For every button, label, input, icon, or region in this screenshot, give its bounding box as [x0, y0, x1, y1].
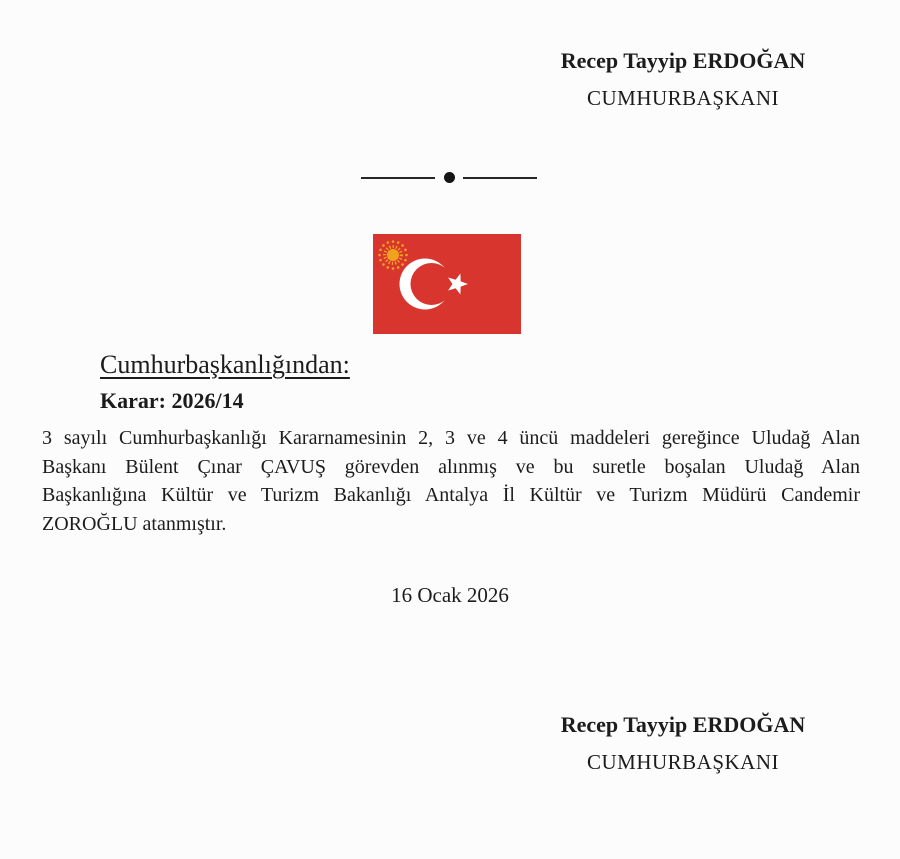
decision-number: Karar: 2026/14: [100, 388, 244, 413]
body-line-1: 3 sayılı Cumhurbaşkanlığı Kararnamesinin 2, 3 ve 4 üncü maddeleri gereğince Uludağ Alan: [42, 427, 860, 449]
letterhead-top: [548, 48, 818, 110]
issuer-heading: Cumhurbaşkanlığından:: [100, 350, 350, 379]
flag-graphic: [373, 234, 521, 334]
crescent-inner: [411, 263, 453, 305]
turkish-presidential-flag: [373, 234, 521, 334]
divider-left-rule: [361, 177, 435, 179]
decree-date: 16 Ocak 2026: [391, 583, 509, 607]
president-name-bottom: Recep Tayyip ERDOĞAN: [560, 712, 806, 737]
president-name-top: Recep Tayyip ERDOĞAN: [560, 48, 806, 73]
signature-block: [548, 712, 818, 774]
president-title-bottom: CUMHURBAŞKANI: [586, 750, 780, 774]
decree-body: [42, 424, 860, 538]
divider-bullet-icon: [444, 172, 455, 183]
body-line-4: ZOROĞLU atanmıştır.: [42, 512, 227, 535]
section-divider: [361, 171, 537, 184]
president-title-top: CUMHURBAŞKANI: [586, 86, 780, 110]
body-line-3: Başkanlığına Kültür ve Turizm Bakanlığı Antalya İl Kültür ve Turizm Müdürü Candemir: [42, 484, 860, 506]
divider-right-rule: [463, 177, 537, 179]
body-line-2: Başkanı Bülent Çınar ÇAVUŞ görevden alınmış ve bu suretle boşalan Uludağ Alan: [42, 455, 860, 478]
